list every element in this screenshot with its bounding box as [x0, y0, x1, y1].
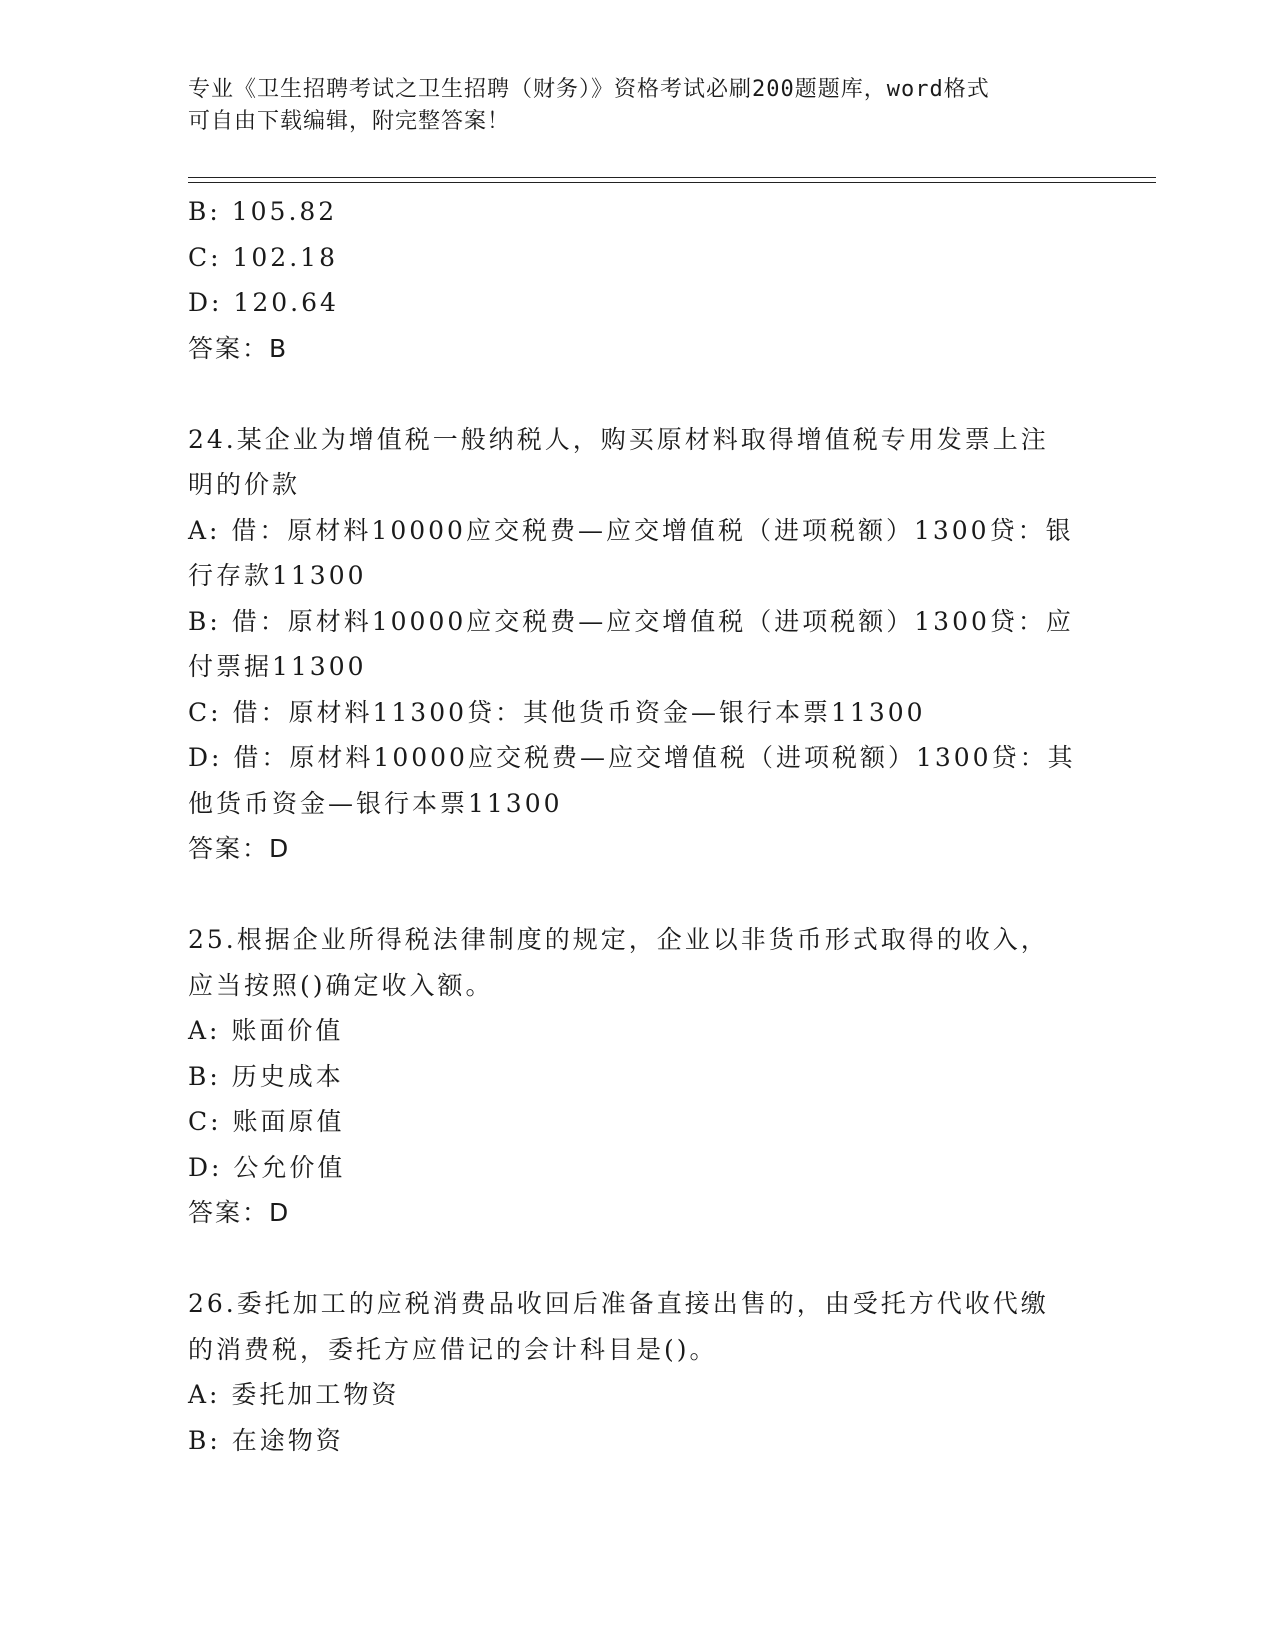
header-rule-bottom: [188, 182, 1156, 183]
question-stem-line: 25.根据企业所得税法律制度的规定，企业以非货币形式取得的收入，: [188, 925, 1049, 954]
option-b: B: 105.82: [188, 197, 338, 226]
header-line-2: 可自由下载编辑，附完整答案！: [188, 109, 511, 134]
option-b-continued: 付票据11300: [188, 652, 367, 681]
question-stem-line: 24.某企业为增值税一般纳税人，购买原材料取得增值税专用发票上注: [188, 424, 1049, 454]
option-b: B: 在途物资: [188, 1425, 344, 1455]
option-a: A: 借：原材料10000应交税费—应交增值税（进项税额）1300贷：银: [188, 515, 1074, 545]
option-d-continued: 他货币资金—银行本票11300: [188, 788, 563, 818]
question-stem-line: 明的价款: [188, 470, 301, 499]
option-a: A: 委托加工物资: [188, 1380, 400, 1409]
answer: 答案：D: [188, 834, 291, 863]
question-23-tail: [188, 189, 1078, 371]
document-body: [188, 189, 1078, 1463]
question-stem-line: 应当按照()确定收入额。: [188, 970, 494, 1000]
option-d: D: 120.64: [188, 288, 339, 317]
spacer: [188, 371, 1078, 417]
spacer: [188, 1236, 1078, 1282]
option-a: A: 账面价值: [188, 1016, 344, 1045]
document-header: [188, 74, 1068, 138]
spacer: [188, 872, 1078, 918]
option-d: D: 借：原材料10000应交税费—应交增值税（进项税额）1300贷：其: [188, 743, 1076, 772]
question-25: [188, 917, 1078, 1236]
question-stem-line: 的消费税，委托方应借记的会计科目是()。: [188, 1334, 718, 1364]
question-24: [188, 417, 1078, 872]
answer: 答案：D: [188, 1198, 291, 1227]
option-a-continued: 行存款11300: [188, 561, 367, 590]
option-b: B: 历史成本: [188, 1061, 344, 1091]
option-d: D: 公允价值: [188, 1152, 346, 1182]
question-26: [188, 1281, 1078, 1463]
option-b: B: 借：原材料10000应交税费—应交增值税（进项税额）1300贷：应: [188, 606, 1074, 636]
question-stem-line: 26.委托加工的应税消费品收回后准备直接出售的，由受托方代收代缴: [188, 1289, 1049, 1318]
header-rule-top: [188, 177, 1156, 178]
header-line-1: 专业《卫生招聘考试之卫生招聘（财务）》资格考试必刷200题题库，word格式: [188, 77, 990, 102]
option-c: C: 账面原值: [188, 1107, 345, 1136]
option-c: C: 102.18: [188, 242, 338, 272]
answer: 答案：B: [188, 333, 289, 363]
option-c: C: 借：原材料11300贷：其他货币资金—银行本票11300: [188, 697, 926, 727]
